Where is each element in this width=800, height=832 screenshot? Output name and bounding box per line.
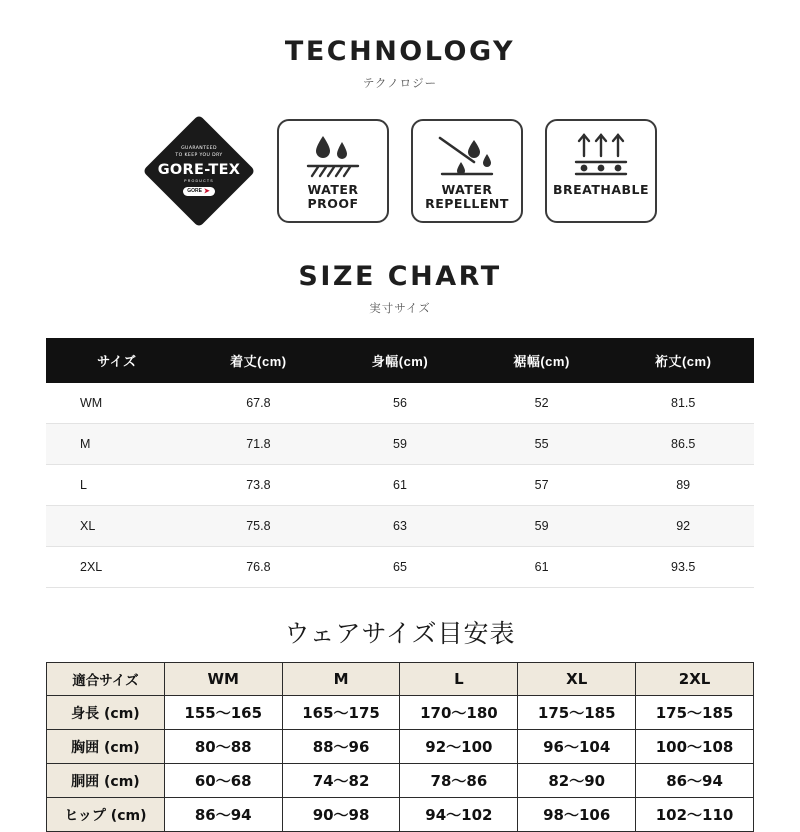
table-row	[47, 764, 754, 798]
breathable-label-line1: BREATHABLE	[552, 182, 650, 197]
technology-subtitle: テクノロジー	[362, 78, 438, 90]
size-chart-cell: 59	[471, 506, 613, 547]
size-chart-col-width: 身幅(cm)	[329, 338, 471, 383]
technology-icon-row	[0, 115, 800, 227]
size-chart-cell: 93.5	[612, 547, 754, 588]
wear-guide-cell: 175〜185	[636, 696, 754, 730]
size-chart-cell: 59	[329, 424, 471, 465]
wear-guide-cell: 94〜102	[400, 798, 518, 832]
size-chart-head	[46, 338, 754, 383]
tech-icon-water-proof	[277, 119, 389, 223]
tech-icon-breathable	[545, 119, 657, 223]
table-row	[47, 730, 754, 764]
size-chart-section	[0, 261, 800, 588]
breathable-glyph	[564, 130, 638, 182]
gore-tex-logo	[143, 115, 255, 227]
size-chart-cell: 73.8	[188, 465, 330, 506]
size-chart-cell: 89	[612, 465, 754, 506]
water-repellent-icon	[430, 129, 504, 183]
wear-guide-cell: 155〜165	[164, 696, 282, 730]
size-chart-cell: 92	[612, 506, 754, 547]
wear-guide-cell: 74〜82	[282, 764, 400, 798]
wear-guide-cell: 96〜104	[518, 730, 636, 764]
wear-guide-cell: 92〜100	[400, 730, 518, 764]
size-chart-cell: 75.8	[188, 506, 330, 547]
gore-tex-logo-content	[143, 115, 255, 227]
wear-guide-cell: 98〜106	[518, 798, 636, 832]
size-chart-cell: 2XL	[46, 547, 188, 588]
size-chart-title: SIZE CHART	[298, 261, 502, 292]
tech-icon-water-repellent	[411, 119, 523, 223]
wear-guide-cell: 86〜94	[164, 798, 282, 832]
gore-swoosh-icon: ➤	[203, 187, 210, 195]
wear-guide-table	[46, 662, 754, 832]
wear-guide-cell: 170〜180	[400, 696, 518, 730]
size-chart-cell: 57	[471, 465, 613, 506]
size-chart-cell: 86.5	[612, 424, 754, 465]
wear-guide-title: ウェアサイズ目安表	[284, 619, 516, 648]
water-repellent-label-line2: REPELLENT	[425, 196, 509, 212]
size-chart-body	[46, 383, 754, 588]
size-chart-cell: 76.8	[188, 547, 330, 588]
water-proof-glyph	[296, 132, 370, 180]
gore-badge	[183, 187, 215, 196]
size-chart-cell: 56	[329, 383, 471, 424]
size-chart-cell: 81.5	[612, 383, 754, 424]
size-chart-table	[46, 338, 754, 588]
wear-guide-row-label: 胸囲 (cm)	[47, 730, 165, 764]
wear-guide-row-label: 胴囲 (cm)	[47, 764, 165, 798]
water-proof-icon	[296, 129, 370, 183]
wear-guide-row-label: 身長 (cm)	[47, 696, 165, 730]
wear-guide-cell: 60〜68	[164, 764, 282, 798]
water-repellent-label-line1: WATER	[441, 182, 493, 197]
wear-guide-col-fit-size: 適合サイズ	[47, 663, 165, 696]
size-chart-cell: 61	[471, 547, 613, 588]
gore-tex-guarantee-line1: GUARANTEED	[181, 146, 217, 152]
size-chart-cell: 67.8	[188, 383, 330, 424]
water-repellent-glyph	[430, 132, 504, 180]
table-row	[47, 696, 754, 730]
table-row	[46, 383, 754, 424]
wear-guide-cell: 90〜98	[282, 798, 400, 832]
size-chart-subtitle: 実寸サイズ	[369, 303, 431, 315]
wear-guide-section	[0, 614, 800, 832]
size-chart-cell: 65	[329, 547, 471, 588]
gore-tex-products-label: PRODUCTS	[184, 178, 214, 183]
wear-guide-col-wm: WM	[164, 663, 282, 696]
size-chart-col-hem: 裾幅(cm)	[471, 338, 613, 383]
size-chart-col-sleeve: 裄丈(cm)	[612, 338, 754, 383]
table-row	[47, 798, 754, 832]
wear-guide-cell: 175〜185	[518, 696, 636, 730]
wear-guide-col-l: L	[400, 663, 518, 696]
wear-guide-body	[47, 696, 754, 832]
size-chart-cell: 55	[471, 424, 613, 465]
size-chart-col-size: サイズ	[46, 338, 188, 383]
table-row	[46, 424, 754, 465]
size-chart-cell: WM	[46, 383, 188, 424]
size-chart-cell: 63	[329, 506, 471, 547]
gore-tex-guarantee-line2: TO KEEP YOU DRY	[175, 153, 223, 158]
wear-guide-cell: 102〜110	[636, 798, 754, 832]
wear-guide-col-2xl: 2XL	[636, 663, 754, 696]
technology-section	[0, 0, 800, 227]
size-chart-cell: 61	[329, 465, 471, 506]
size-chart-cell: 71.8	[188, 424, 330, 465]
table-row	[46, 547, 754, 588]
wear-guide-cell: 100〜108	[636, 730, 754, 764]
wear-guide-cell: 86〜94	[636, 764, 754, 798]
size-chart-cell: M	[46, 424, 188, 465]
breathable-icon	[564, 129, 638, 183]
gore-tex-wordmark: GORE-TEX	[157, 161, 241, 178]
table-row	[46, 506, 754, 547]
wear-guide-head	[47, 663, 754, 696]
wear-guide-cell: 165〜175	[282, 696, 400, 730]
wear-guide-col-xl: XL	[518, 663, 636, 696]
wear-guide-cell: 78〜86	[400, 764, 518, 798]
wear-guide-cell: 80〜88	[164, 730, 282, 764]
wear-guide-row-label: ヒップ (cm)	[47, 798, 165, 832]
wear-guide-col-m: M	[282, 663, 400, 696]
wear-guide-header-row	[47, 663, 754, 696]
gore-badge-label: GORE	[187, 188, 202, 195]
technology-title: TECHNOLOGY	[284, 36, 516, 67]
water-proof-label-line1: WATER	[307, 182, 359, 197]
table-row	[46, 465, 754, 506]
water-proof-label-line2: PROOF	[307, 196, 359, 212]
size-chart-cell: 52	[471, 383, 613, 424]
size-chart-cell: L	[46, 465, 188, 506]
size-chart-header-row	[46, 338, 754, 383]
wear-guide-cell: 88〜96	[282, 730, 400, 764]
wear-guide-cell: 82〜90	[518, 764, 636, 798]
size-chart-cell: XL	[46, 506, 188, 547]
size-chart-col-length: 着丈(cm)	[188, 338, 330, 383]
